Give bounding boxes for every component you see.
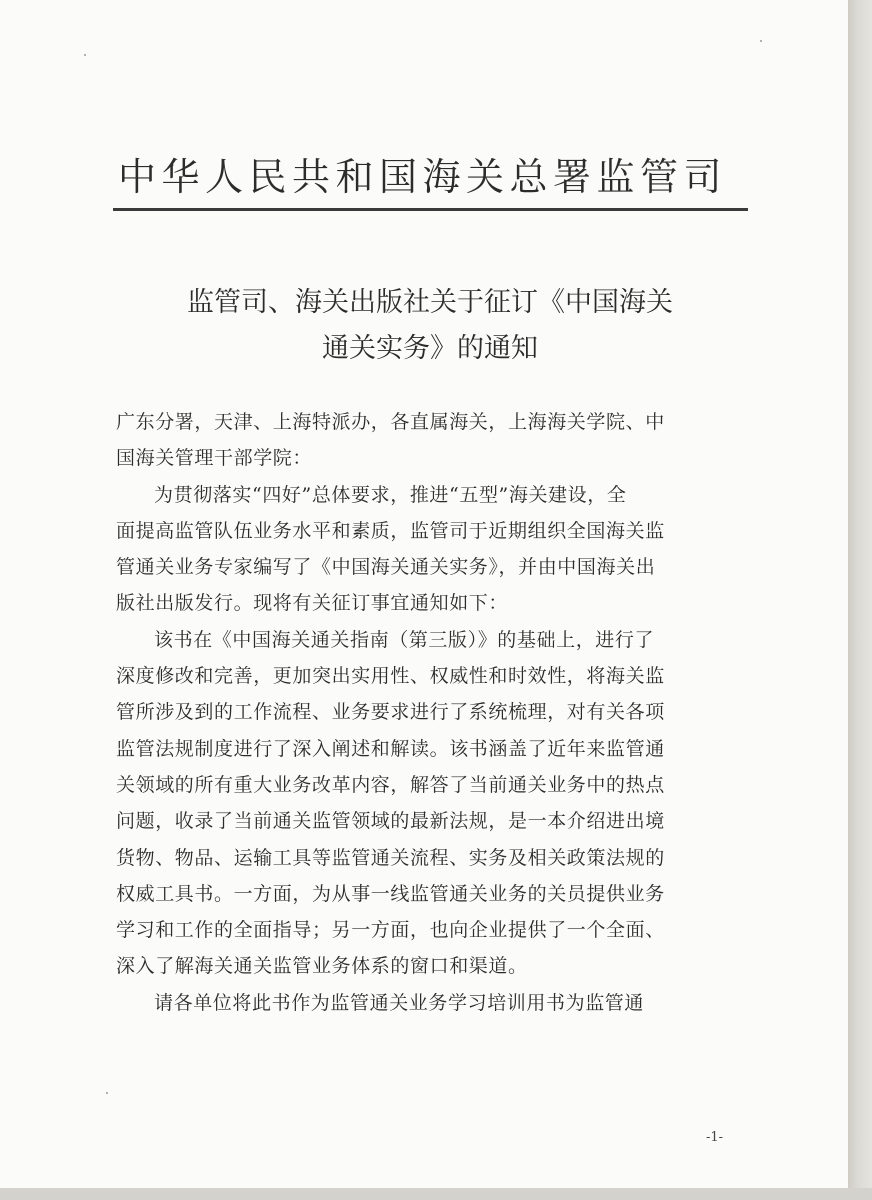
body-line: 监管法规制度进行了深入阐述和解读。该书涵盖了近年来监管通	[116, 737, 665, 760]
body-line: 权威工具书。一方面，为从事一线监管通关业务的关员提供业务	[116, 882, 665, 905]
page-number: -1-	[706, 1130, 724, 1145]
body-line: 管所涉及到的工作流程、业务要求进行了系统梳理，对有关各项	[116, 701, 665, 724]
scan-edge-shadow	[848, 0, 872, 1200]
notice-title	[60, 280, 800, 372]
body-line: 货物、物品、运输工具等监管通关流程、实务及相关政策法规的	[116, 846, 665, 869]
scan-speck	[84, 54, 86, 56]
body-line: 国海关管理干部学院：	[116, 447, 313, 470]
scan-speck	[760, 40, 762, 42]
body-line: 问题，收录了当前通关监管领域的最新法规，是一本介绍进出境	[116, 810, 665, 833]
body-line: 面提高监管队伍业务水平和素质，监管司于近期组织全国海关监	[116, 519, 665, 542]
body-line: 请各单位将此书作为监管通关业务学习培训用书为监管通	[154, 991, 645, 1014]
notice-title-line-1: 监管司、海关出版社关于征订《中国海关	[187, 287, 673, 318]
notice-body	[116, 404, 746, 1021]
body-line: 关领域的所有重大业务改革内容，解答了当前通关业务中的热点	[116, 773, 665, 796]
body-line: 版社出版发行。现将有关征订事宜通知如下：	[116, 592, 509, 615]
body-line: 管通关业务专家编写了《中国海关通关实务》，并由中国海关出	[116, 556, 656, 579]
body-line: 深入了解海关通关监管业务体系的窗口和渠道。	[116, 955, 528, 978]
agency-letterhead-title: 中华人民共和国海关总署监管司	[118, 155, 728, 199]
body-line: 学习和工作的全面指导；另一方面，也向企业提供了一个全面、	[116, 919, 665, 942]
body-line: 深度修改和完善，更加突出实用性、权威性和时效性，将海关监	[116, 665, 665, 688]
body-line: 该书在《中国海关通关指南（第三版）》的基础上，进行了	[154, 628, 655, 651]
scan-bottom-shadow	[0, 1188, 872, 1200]
body-line: 广东分署，天津、上海特派办，各直属海关，上海海关学院、中	[116, 411, 665, 433]
letterhead-rule	[113, 208, 748, 211]
scan-speck	[106, 1092, 108, 1094]
body-line: 为贯彻落实“四好”总体要求，推进“五型”海关建设，全	[154, 483, 627, 506]
notice-title-line-2: 通关实务》的通知	[322, 333, 538, 364]
